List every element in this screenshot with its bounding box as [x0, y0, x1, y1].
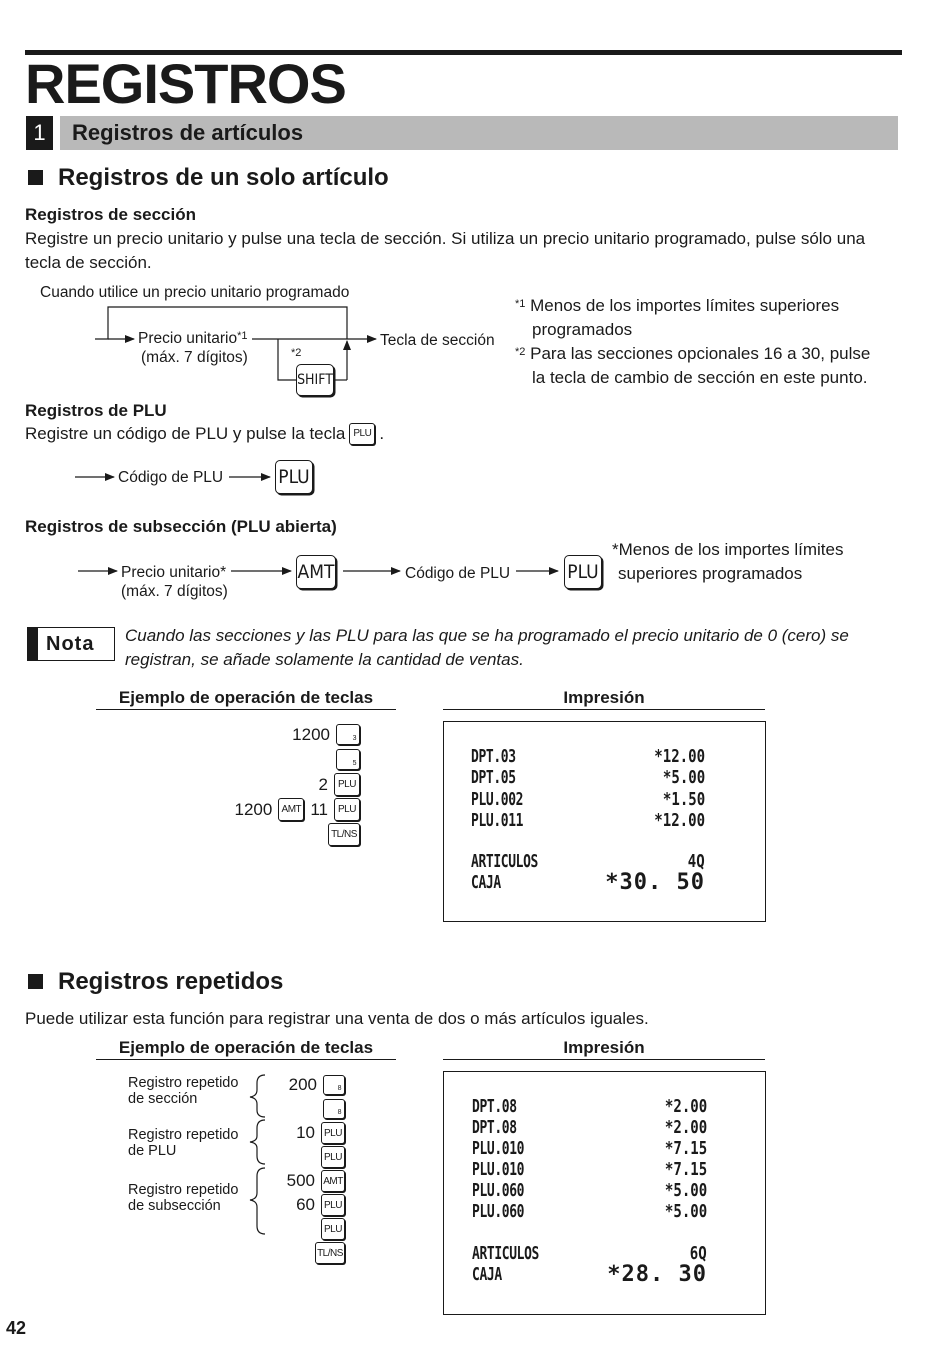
receipt-articulos-value: 4Q	[688, 851, 705, 872]
receipt-value: *5.00	[662, 767, 705, 788]
key-row: PLU	[265, 1217, 345, 1241]
plu-flow-code: Código de PLU	[118, 469, 224, 486]
key-row: TL/NS	[265, 1241, 345, 1265]
receipt-label: PLU.010	[472, 1138, 525, 1159]
plu-key-inline: PLU	[349, 423, 375, 445]
page-number: 42	[6, 1318, 27, 1338]
print-header-2: Impresión	[443, 1037, 765, 1060]
receipt-label: DPT.08	[472, 1117, 517, 1138]
receipt-label: PLU.002	[471, 789, 524, 810]
key-row: PLU	[265, 1145, 345, 1169]
receipt-articulos-label: ARTICULOS	[472, 1243, 539, 1264]
receipt-value: *2.00	[664, 1117, 707, 1138]
heading-single: Registros de un solo artículo	[58, 164, 389, 191]
flow-dest-label: Tecla de sección	[380, 332, 495, 349]
receipt-articulos-value: 6Q	[690, 1243, 707, 1264]
receipt-label: DPT.05	[471, 767, 516, 788]
shift-key: SHIFT	[296, 364, 334, 396]
nota-badge: Nota	[27, 627, 115, 661]
receipt-label: DPT.08	[472, 1096, 517, 1117]
page-title: REGISTROS	[25, 52, 346, 115]
key-row: 2 PLU	[180, 772, 360, 797]
receipt-caja-value: *30. 50	[605, 870, 705, 895]
receipt-articulos-label: ARTICULOS	[471, 851, 538, 872]
receipt-caja-value: *28. 30	[607, 1262, 707, 1287]
sub-flow-price-sub: (máx. 7 dígitos)	[121, 583, 228, 600]
sub-flow-price: Precio unitario*	[121, 564, 227, 581]
key-row: 60 PLU	[265, 1193, 345, 1217]
print-header-1: Impresión	[443, 687, 765, 710]
flow-shift-note: *2	[291, 347, 302, 359]
receipt-2	[443, 1071, 766, 1315]
receipt-value: *2.00	[664, 1096, 707, 1117]
receipt-value: *12.00	[654, 746, 705, 767]
key-row: 10 PLU	[265, 1121, 345, 1145]
receipt-value: *5.00	[664, 1180, 707, 1201]
receipt-label: DPT.03	[471, 746, 516, 767]
group-label-subseccion: Registro repetido de subsección	[128, 1182, 239, 1214]
repeated-text: Puede utilizar esta función para registrar una venta de dos o más artículos iguales.	[25, 1009, 649, 1028]
nota-text: Cuando las secciones y las PLU para las que se ha programado el precio unitario de 0 (cero) se registran, se añade solamente la cantidad de ventas.	[125, 626, 849, 669]
receipt-value: *12.00	[654, 810, 705, 831]
receipt-value: *1.50	[662, 789, 705, 810]
receipt-1	[443, 721, 766, 922]
amt-key: AMT	[296, 555, 336, 589]
plu-key: PLU	[275, 460, 313, 494]
receipt-caja-label: CAJA	[471, 872, 501, 893]
key-sequence-2	[265, 1073, 345, 1265]
receipt-value: *7.15	[664, 1138, 707, 1159]
group-label-seccion: Registro repetido de sección	[128, 1075, 239, 1107]
keys-header-1: Ejemplo de operación de teclas	[96, 687, 396, 710]
receipt-label: PLU.060	[472, 1201, 525, 1222]
group-label-plu: Registro repetido de PLU	[128, 1127, 239, 1159]
key-row: TL/NS	[180, 822, 360, 847]
key-row: 500 AMT	[265, 1169, 345, 1193]
key-row: 5	[180, 747, 360, 772]
sub-note: *Menos de los importes límites superiores programados	[612, 540, 844, 583]
receipt-caja-label: CAJA	[472, 1264, 502, 1285]
receipt-value: *5.00	[664, 1201, 707, 1222]
receipt-label: PLU.011	[471, 810, 524, 831]
subheading-plu: Registros de PLU	[25, 401, 167, 420]
key-row: 1200 AMT 11 PLU	[180, 797, 360, 822]
section-title: Registros de artículos	[72, 120, 304, 145]
key-row: 200 8	[265, 1073, 345, 1097]
subheading-seccion: Registros de sección	[25, 205, 197, 224]
plu-text: Registre un código de PLU y pulse la tecla PLU .	[25, 424, 385, 443]
key-row: 1200 3	[180, 722, 360, 747]
key-row: 8	[265, 1097, 345, 1121]
note1: $^{*1}$ Menos de los importes límites superiores programados $^{*2}$ Para las secciones opcionales 16 a 30, pulse la tecla de cambio de sección en este punto.	[515, 296, 871, 387]
seccion-text: Registre un precio unitario y pulse una tecla de sección. Si utiliza un precio unitario programado, pulse sólo una tecla de sección.	[25, 229, 866, 272]
subheading-subseccion: Registros de subsección (PLU abierta)	[25, 517, 337, 536]
flow-price-label: Precio unitario$^{*1}$	[138, 330, 248, 347]
receipt-label: PLU.060	[472, 1180, 525, 1201]
receipt-label: PLU.010	[472, 1159, 525, 1180]
receipt-value: *7.15	[664, 1159, 707, 1180]
flow-top-label: Cuando utilice un precio unitario programado	[40, 284, 350, 301]
key-sequence-1	[180, 722, 360, 847]
plu-key-sub: PLU	[564, 555, 602, 589]
section-number: 1	[26, 116, 53, 150]
bullet-square-icon	[28, 974, 43, 989]
keys-header-2: Ejemplo de operación de teclas	[96, 1037, 396, 1060]
sub-flow-code: Código de PLU	[405, 565, 511, 582]
flow-price-sub: (máx. 7 dígitos)	[141, 349, 248, 366]
heading-repeated: Registros repetidos	[58, 968, 284, 995]
